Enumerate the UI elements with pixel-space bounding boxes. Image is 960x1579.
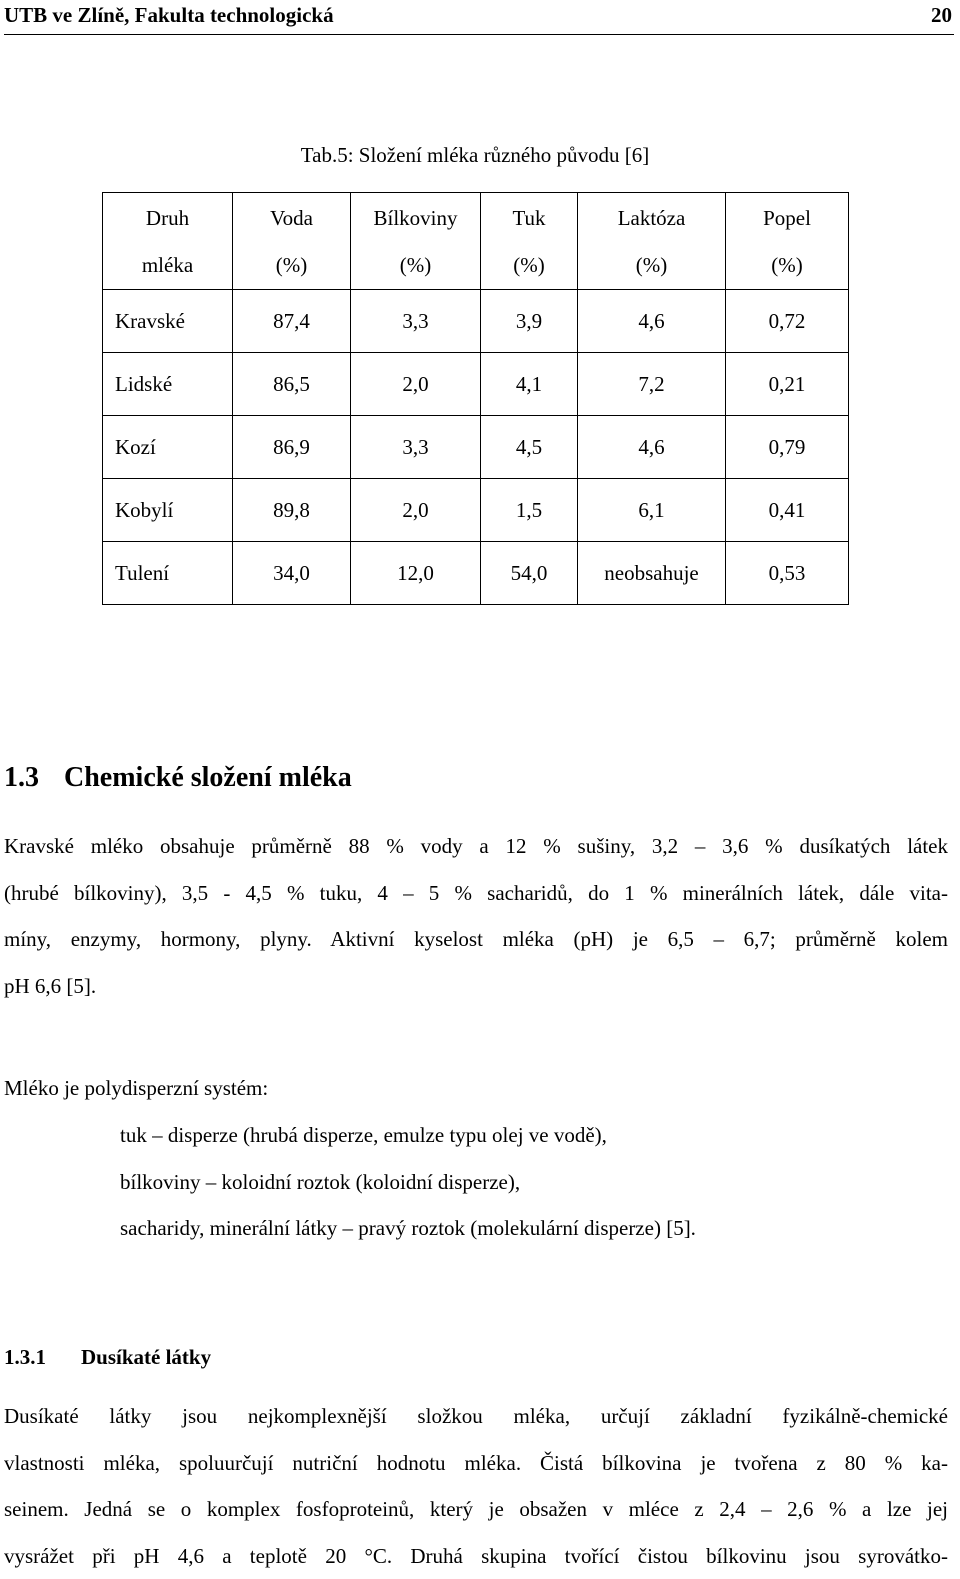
text-line: seinem. Jedná se o komplex fosfoproteinů, který je obsažen v mléce z 2,4 – 2,6 % a lze jej	[4, 1497, 948, 1521]
table-row	[103, 542, 849, 605]
table-cell: 87,4	[233, 290, 351, 353]
table-row	[103, 353, 849, 416]
table-cell: Kobylí	[103, 479, 233, 542]
table-cell: 4,6	[578, 290, 726, 353]
table-header-row	[103, 193, 849, 242]
table-cell: Tulení	[103, 542, 233, 605]
table-cell: 7,2	[578, 353, 726, 416]
column-unit: (%)	[578, 241, 726, 290]
table-cell: 0,21	[726, 353, 849, 416]
table-cell: 54,0	[481, 542, 578, 605]
text-line: Dusíkaté látky jsou nejkomplexnější složkou mléka, určují základní fyzikálně-chemické	[4, 1404, 948, 1428]
section-number: 1.3	[4, 762, 39, 793]
list-item: sacharidy, minerální látky – pravý roztok (molekulární disperze) [5].	[120, 1216, 696, 1240]
text-line: pH 6,6 [5].	[4, 973, 97, 998]
table-cell: Kozí	[103, 416, 233, 479]
table-row	[103, 290, 849, 353]
subsection-heading	[4, 1345, 211, 1370]
column-header: Bílkoviny	[351, 193, 481, 242]
table-cell: 2,0	[351, 353, 481, 416]
text-line: míny, enzymy, hormony, plyny. Aktivní kyselost mléka (pH) je 6,5 – 6,7; průměrně kolem	[4, 927, 948, 951]
column-unit: (%)	[481, 241, 578, 290]
paragraph-dispersion	[4, 1065, 948, 1112]
column-header: Tuk	[481, 193, 578, 242]
column-unit: mléka	[103, 241, 233, 290]
subsection-title: Dusíkaté látky	[81, 1345, 212, 1369]
table-cell: 4,5	[481, 416, 578, 479]
table-cell: 3,3	[351, 416, 481, 479]
column-unit: (%)	[726, 241, 849, 290]
paragraph-composition	[4, 823, 948, 1009]
paragraph-nitrogen	[4, 1393, 948, 1579]
table-cell: 0,53	[726, 542, 849, 605]
column-unit: (%)	[233, 241, 351, 290]
text-line: Mléko je polydisperzní systém:	[4, 1076, 269, 1100]
table-cell: 86,5	[233, 353, 351, 416]
table-cell: Kravské	[103, 290, 233, 353]
column-header: Voda	[233, 193, 351, 242]
table-cell: 1,5	[481, 479, 578, 542]
table-cell: 34,0	[233, 542, 351, 605]
list-item: tuk – disperze (hrubá disperze, emulze typu olej ve vodě),	[120, 1123, 607, 1147]
table-row	[103, 416, 849, 479]
column-header: Popel	[726, 193, 849, 242]
table-cell: 3,3	[351, 290, 481, 353]
table-cell: 0,79	[726, 416, 849, 479]
table-cell: 2,0	[351, 479, 481, 542]
header-title: UTB ve Zlíně, Fakulta technologická	[4, 3, 334, 27]
table-cell: 12,0	[351, 542, 481, 605]
table-row	[103, 479, 849, 542]
text-line: (hrubé bílkoviny), 3,5 - 4,5 % tuku, 4 – 5 % sacharidů, do 1 % minerálních látek, dále vita-	[4, 880, 948, 905]
table-caption: Tab.5: Složení mléka různého původu [6]	[300, 143, 650, 167]
section-title: Chemické složení mléka	[64, 762, 352, 793]
table-cell: 86,9	[233, 416, 351, 479]
table-cell: 89,8	[233, 479, 351, 542]
table-cell: 0,41	[726, 479, 849, 542]
text-line: vlastnosti mléka, spoluurčují nutriční hodnotu mléka. Čistá bílkovina je tvořena z 80 % ka-	[4, 1450, 948, 1475]
milk-composition-table	[102, 192, 849, 605]
table-cell: 0,72	[726, 290, 849, 353]
list-item: bílkoviny – koloidní roztok (koloidní disperze),	[120, 1169, 521, 1194]
text-line: vysrážet při pH 4,6 a teplotě 20 °C. Druhá skupina tvořící čistou bílkovinu jsou syrovátko-	[4, 1543, 948, 1568]
table-cell: 3,9	[481, 290, 578, 353]
table-cell: 4,1	[481, 353, 578, 416]
subsection-number: 1.3.1	[4, 1345, 46, 1369]
table-unit-row	[103, 241, 849, 290]
column-header: Druh	[103, 193, 233, 242]
table-cell: 6,1	[578, 479, 726, 542]
page-number: 20	[931, 3, 952, 27]
table-cell: 4,6	[578, 416, 726, 479]
text-line: Kravské mléko obsahuje průměrně 88 % vody a 12 % sušiny, 3,2 – 3,6 % dusíkatých látek	[4, 834, 948, 858]
table-cell: neobsahuje	[578, 542, 726, 605]
column-header: Laktóza	[578, 193, 726, 242]
table-cell: Lidské	[103, 353, 233, 416]
page-header	[4, 0, 954, 35]
dispersion-list	[120, 1112, 696, 1252]
section-heading	[4, 762, 352, 794]
column-unit: (%)	[351, 241, 481, 290]
